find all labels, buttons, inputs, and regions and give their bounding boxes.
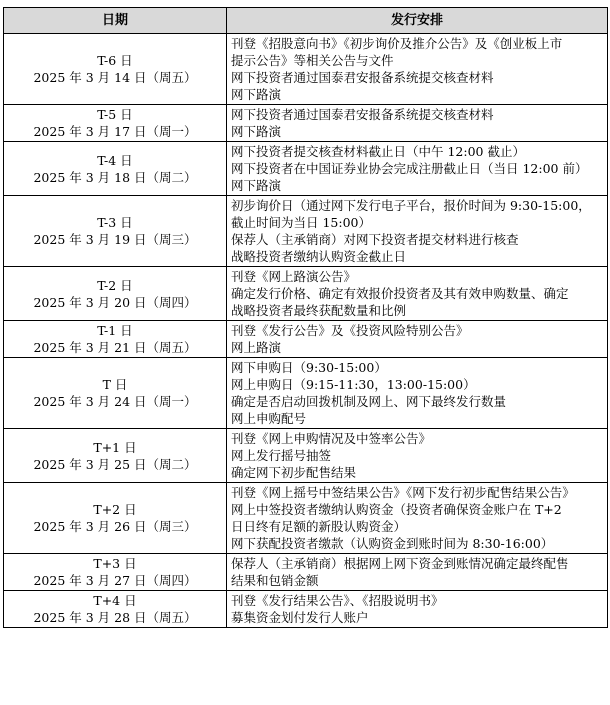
arrangement-line: 网下申购日（9:30-15:00） <box>231 360 387 375</box>
date-cell <box>4 267 227 321</box>
date-cell <box>4 196 227 267</box>
calendar-date: 2025 年 3 月 17 日（周一） <box>33 124 197 139</box>
day-code: T-4 日 <box>97 152 133 168</box>
calendar-date: 2025 年 3 月 25 日（周二） <box>33 456 197 472</box>
arrangement-cell <box>227 196 608 267</box>
arrangement-line: 网下投资者提交核查材料截止日（中午 12:00 截止） <box>231 144 525 159</box>
date-cell <box>4 483 227 554</box>
day-code: T+1 日 <box>93 439 137 455</box>
arrangement-line: 网下路演 <box>231 124 282 139</box>
arrangement-line: 刊登《网上摇号中签结果公告》《网下发行初步配售结果公告》 <box>231 485 575 500</box>
date-cell <box>4 321 227 358</box>
table-body <box>4 34 608 628</box>
table-row <box>4 591 608 628</box>
table-row <box>4 105 608 142</box>
date-cell <box>4 142 227 196</box>
day-code: T-6 日 <box>97 53 133 68</box>
arrangement-line: 确定发行价格、确定有效报价投资者及其有效申购数量、确定 <box>231 286 569 301</box>
arrangement-line: 提示公告》等相关公告与文件 <box>231 53 394 68</box>
day-code: T+2 日 <box>93 502 137 517</box>
arrangement-line: 网下获配投资者缴款（认购资金到账时间为 8:30-16:00） <box>231 536 554 551</box>
day-code: T-2 日 <box>97 277 133 293</box>
arrangement-line: 战略投资者缴纳认购资金截止日 <box>231 249 407 264</box>
arrangement-cell <box>227 591 608 628</box>
arrangement-line: 保荐人（主承销商）根据网上网下资金到账情况确定最终配售 <box>231 556 569 571</box>
arrangement-line: 刊登《发行公告》及《投资风险特别公告》 <box>231 323 469 338</box>
calendar-date: 2025 年 3 月 19 日（周三） <box>33 232 197 247</box>
arrangement-line: 确定是否启动回拨机制及网上、网下最终发行数量 <box>231 394 507 409</box>
day-code: T-3 日 <box>97 215 133 230</box>
arrangement-cell <box>227 105 608 142</box>
arrangement-line: 网上发行摇号抽签 <box>231 448 332 463</box>
table-row <box>4 196 608 267</box>
day-code: T+3 日 <box>93 556 137 571</box>
issuance-schedule-table <box>3 7 608 628</box>
arrangement-line: 网下投资者在中国证券业协会完成注册截止日（当日 12:00 前） <box>231 161 588 176</box>
date-cell <box>4 554 227 591</box>
arrangement-line: 网上路演 <box>231 340 282 355</box>
header-date: 日期 <box>4 8 227 34</box>
arrangement-line: 刊登《招股意向书》《初步询价及推介公告》及《创业板上市 <box>231 36 563 51</box>
table-row <box>4 358 608 429</box>
calendar-date: 2025 年 3 月 21 日（周五） <box>33 340 197 355</box>
day-code: T-1 日 <box>97 323 133 338</box>
table-header <box>4 8 608 34</box>
table-row <box>4 483 608 554</box>
header-row <box>4 8 608 34</box>
day-code: T+4 日 <box>93 593 137 608</box>
date-cell <box>4 358 227 429</box>
table-row <box>4 321 608 358</box>
arrangement-cell <box>227 554 608 591</box>
arrangement-line: 网下路演 <box>231 87 282 102</box>
arrangement-line: 网下投资者通过国泰君安报备系统提交核查材料 <box>231 70 494 85</box>
table-row <box>4 142 608 196</box>
calendar-date: 2025 年 3 月 18 日（周二） <box>33 169 197 185</box>
arrangement-line: 网上中签投资者缴纳认购资金（投资者确保资金账户在 T+2 <box>231 502 562 517</box>
date-cell <box>4 105 227 142</box>
arrangement-cell <box>227 34 608 105</box>
arrangement-cell <box>227 429 608 483</box>
arrangement-line: 日日终有足额的新股认购资金） <box>231 519 407 534</box>
arrangement-cell <box>227 483 608 554</box>
calendar-date: 2025 年 3 月 28 日（周五） <box>33 610 197 625</box>
date-cell <box>4 429 227 483</box>
date-cell <box>4 34 227 105</box>
arrangement-line: 刊登《发行结果公告》、《招股说明书》 <box>231 593 444 608</box>
arrangement-line: 战略投资者最终获配数量和比例 <box>231 303 407 318</box>
arrangement-line: 结果和包销金额 <box>231 573 319 588</box>
table-row <box>4 554 608 591</box>
table-row <box>4 267 608 321</box>
calendar-date: 2025 年 3 月 26 日（周三） <box>33 519 197 534</box>
arrangement-line: 截止时间为当日 15:00） <box>231 215 371 230</box>
day-code: T-5 日 <box>97 107 133 122</box>
arrangement-cell <box>227 358 608 429</box>
arrangement-line: 网上申购配号 <box>231 411 307 426</box>
date-cell <box>4 591 227 628</box>
arrangement-cell <box>227 142 608 196</box>
arrangement-line: 确定网下初步配售结果 <box>231 465 357 480</box>
arrangement-line: 保荐人（主承销商）对网下投资者提交材料进行核查 <box>231 232 519 247</box>
calendar-date: 2025 年 3 月 20 日（周四） <box>33 294 197 310</box>
arrangement-cell <box>227 267 608 321</box>
table-row <box>4 429 608 483</box>
arrangement-line: 网下投资者通过国泰君安报备系统提交核查材料 <box>231 107 494 122</box>
arrangement-cell <box>227 321 608 358</box>
arrangement-line: 刊登《网上申购情况及中签率公告》 <box>231 431 432 446</box>
arrangement-line: 初步询价日（通过网下发行电子平台，报价时间为 9:30-15:00， <box>231 198 591 213</box>
calendar-date: 2025 年 3 月 14 日（周五） <box>33 70 197 85</box>
header-arrangement: 发行安排 <box>227 8 608 34</box>
calendar-date: 2025 年 3 月 24 日（周一） <box>33 394 197 409</box>
arrangement-line: 募集资金划付发行人账户 <box>231 610 369 625</box>
arrangement-line: 刊登《网上路演公告》 <box>231 269 357 284</box>
day-code: T 日 <box>102 377 128 392</box>
calendar-date: 2025 年 3 月 27 日（周四） <box>33 573 197 588</box>
arrangement-line: 网上申购日（9:15-11:30，13:00-15:00） <box>231 377 476 392</box>
table-row <box>4 34 608 105</box>
arrangement-line: 网下路演 <box>231 178 282 193</box>
